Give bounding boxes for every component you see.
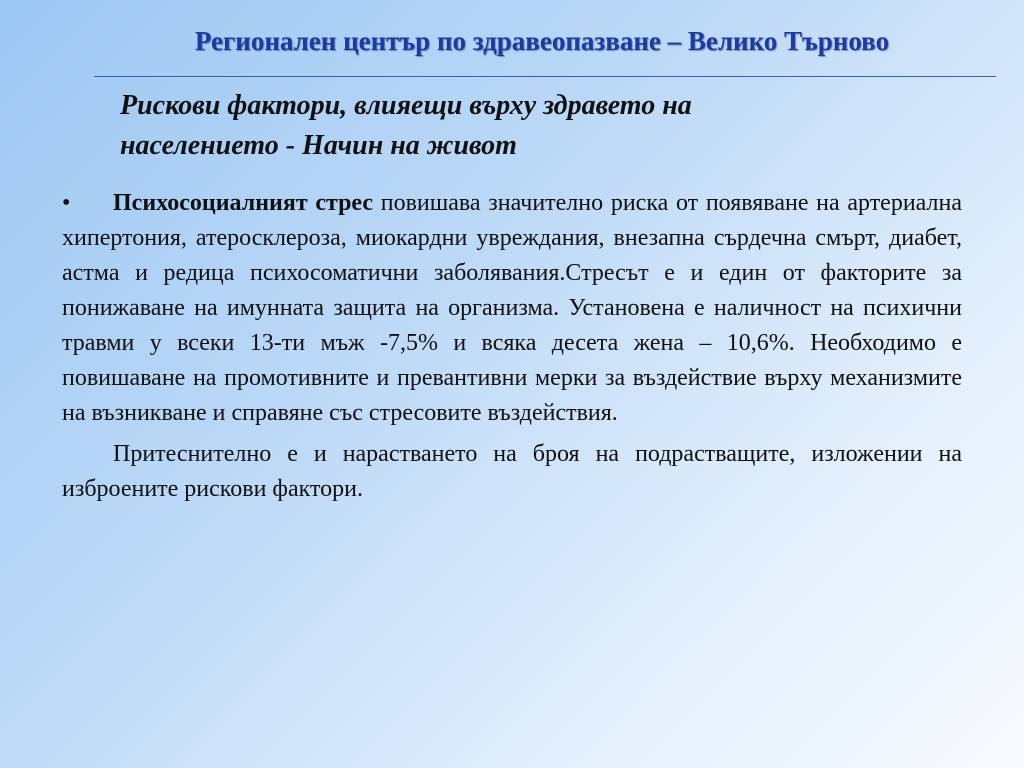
bullet-marker: • — [62, 190, 71, 216]
paragraph-youth: Притеснително е и нарастването на броя на подрастващите, изложении на изброените рискови фактори. — [62, 441, 962, 502]
slide-subtitle — [120, 86, 980, 166]
header-title: Регионален център по здравеопазване – Велико Търново — [194, 26, 890, 56]
paragraph-stress — [62, 186, 962, 431]
paragraph-stress-text: повишава значително риска от появяване на артериална хипертония, атеросклероза, миокардни увреждания, внезапна сърдечна смърт, диабет, астма и редица психосоматични заболявания.Стресът е и един от факторите за понижаване на имунната защита на организма. Установена е наличност на психични травми у всеки 13-ти мъж -7,5% и всяка десета жена – 10,6%. Необходимо е повишаване на промотивните и превантивни мерки за въздействие върху механизмите на възникване и справяне със стресовите въздействия. — [62, 190, 963, 426]
subtitle-line-2: населението - Начин на живот — [120, 130, 517, 161]
paragraph-stress-lead: Психосоциалният стрес — [113, 190, 374, 216]
slide-body — [62, 186, 962, 507]
header-divider — [94, 76, 996, 77]
subtitle-line-1: Рискови фактори, влияещи върху здравето на — [120, 90, 692, 121]
